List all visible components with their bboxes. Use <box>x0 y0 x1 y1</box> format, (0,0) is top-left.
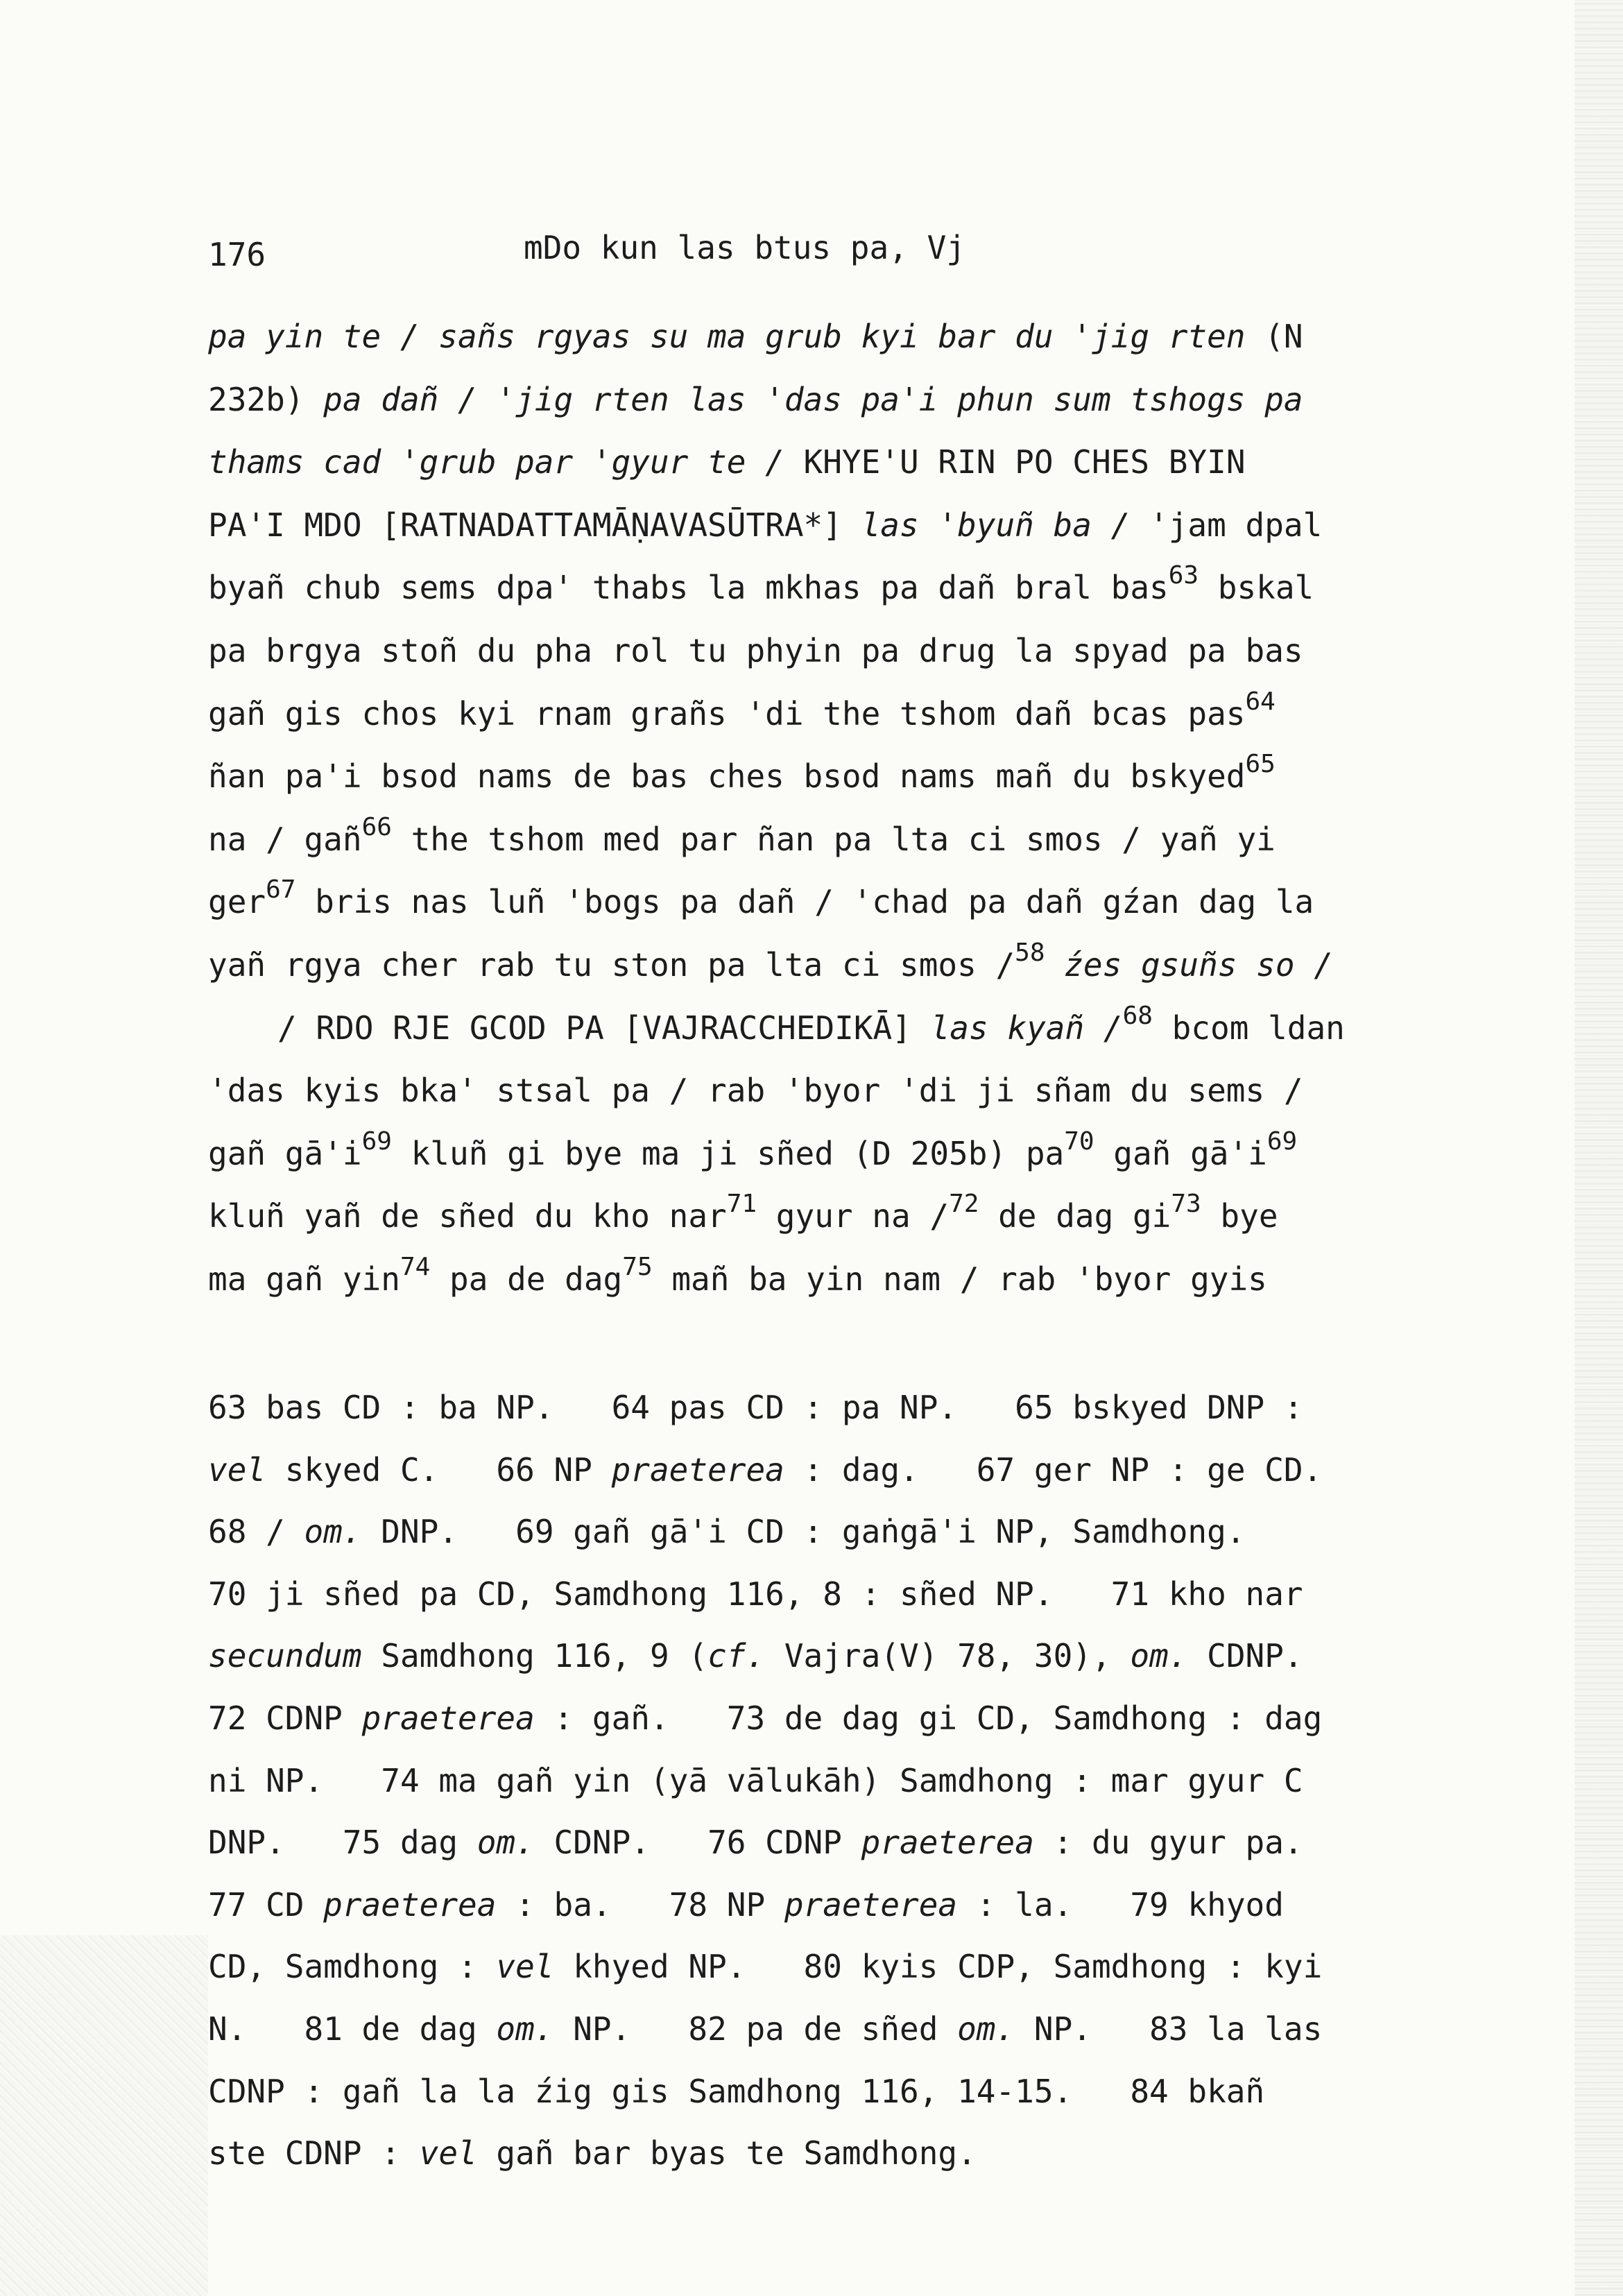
text-run: 63 bas CD : ba NP. 64 pas CD : pa NP. 65 bskyed DNP : <box>208 1389 1303 1426</box>
text-run: yañ rgya cher rab tu ston pa lta ci smos / <box>208 945 1015 984</box>
italic-text: om. <box>476 1824 535 1862</box>
italic-text: vel <box>496 1948 554 1986</box>
italic-text: źes gsuñs so / <box>1064 945 1333 984</box>
footnote-ref: 63 <box>1168 561 1199 590</box>
text-run: CDNP : gañ la la źig gis Samdhong 116, 14-15. 84 bkañ <box>208 2072 1265 2110</box>
text-run: 'das kyis bka' stsal pa / rab 'byor 'di ji sñam du sems / <box>208 1072 1303 1110</box>
text-run: ni NP. 74 ma gañ yin (yā vālukāh) Samdhong : mar gyur C <box>208 1761 1303 1799</box>
text-run: DNP. 69 gañ gā'i CD : gaṅgā'i NP, Samdhong. <box>361 1513 1246 1551</box>
footnote-ref: 71 <box>726 1190 757 1219</box>
footnotes <box>208 1377 1533 2185</box>
footnote-ref: 64 <box>1245 687 1276 716</box>
page-number: 176 <box>208 236 266 273</box>
text-run: pa de dag <box>430 1260 623 1298</box>
text-run: CDNP. <box>1187 1637 1303 1675</box>
italic-text: praeterea <box>323 1885 497 1924</box>
text-line <box>208 997 1512 1060</box>
italic-text: vel <box>208 1450 266 1489</box>
text-run: na / gañ <box>208 820 362 858</box>
footnote-line <box>208 2061 1533 2123</box>
text-run: : gañ. 73 de dag gi CD, Samdhong : dag <box>534 1699 1323 1737</box>
text-run: 'jam dpal <box>1130 506 1323 544</box>
text-line <box>208 934 1512 997</box>
text-run: NP. 82 pa de sñed <box>553 2010 958 2048</box>
text-line <box>208 431 1512 494</box>
text-run: Vajra(V) 78, 30), <box>765 1637 1131 1675</box>
footnote-line <box>208 1998 1533 2061</box>
text-run: KHYE'U RIN PO CHES BYIN <box>784 443 1246 481</box>
text-run: bskal <box>1199 569 1314 607</box>
italic-text: pa dañ / 'jig rten las 'das pa'i phun sum tshogs pa <box>323 380 1303 418</box>
text-run: NP. 83 la las <box>1015 2010 1323 2048</box>
italic-text: om. <box>957 2010 1015 2048</box>
footnote-ref: 58 <box>1015 938 1045 967</box>
text-run: bcom ldan <box>1152 1009 1345 1047</box>
footnote-ref: 69 <box>1266 1126 1298 1156</box>
text-run: pa brgya stoñ du pha rol tu phyin pa drug la spyad pa bas <box>208 631 1303 669</box>
text-run: gañ gā'i <box>208 1134 362 1172</box>
footnote-line <box>208 1563 1533 1626</box>
text-run: / RDO RJE GCOD PA [VAJRACCHEDIKĀ] <box>277 1009 931 1047</box>
text-line <box>208 1122 1512 1185</box>
text-line <box>208 683 1512 746</box>
text-run: bye <box>1201 1197 1278 1235</box>
footnote-ref: 67 <box>266 875 296 905</box>
footnote-ref: 68 <box>1122 1001 1153 1030</box>
footnote-line <box>208 1501 1533 1563</box>
footnote-line <box>208 1625 1533 1688</box>
text-run: PA'I MDO [RATNADATTAMĀṆAVASŪTRA*] <box>208 506 861 544</box>
italic-text: praeterea <box>361 1699 535 1737</box>
italic-text: praeterea <box>611 1450 784 1489</box>
text-line <box>208 871 1512 934</box>
text-run: : du gyur pa. <box>1033 1824 1303 1862</box>
footnote-line <box>208 1439 1533 1502</box>
text-run: (N <box>1245 318 1303 355</box>
text-run: khyed NP. 80 kyis CDP, Samdhong : kyi <box>553 1948 1323 1986</box>
footnote-line <box>208 1377 1533 1439</box>
text-run: 70 ji sñed pa CD, Samdhong 116, 8 : sñed NP. 71 kho nar <box>208 1575 1303 1613</box>
text-run: byañ chub sems dpa' thabs la mkhas pa dañ bral bas <box>208 569 1169 607</box>
footnote-line <box>208 1812 1533 1874</box>
footnote-line <box>208 1688 1533 1750</box>
text-run: : dag. 67 ger NP : ge CD. <box>784 1450 1323 1489</box>
text-run: 77 CD <box>208 1885 324 1924</box>
text-run: N. 81 de dag <box>208 2010 497 2048</box>
scan-edge-shadow <box>1574 0 1623 2296</box>
italic-text: om. <box>304 1513 362 1551</box>
text-line <box>208 808 1512 871</box>
text-line <box>208 1185 1512 1248</box>
text-line <box>208 305 1512 368</box>
footnote-line <box>208 2123 1533 2185</box>
footnote-line <box>208 1874 1533 1937</box>
text-run: 72 CDNP <box>208 1699 362 1737</box>
footnote-ref: 65 <box>1245 750 1276 779</box>
text-line <box>208 556 1512 619</box>
text-line <box>208 368 1512 431</box>
text-line <box>208 1248 1512 1311</box>
main-text <box>208 305 1512 1311</box>
italic-text: om. <box>496 2010 554 2048</box>
text-run: gañ gā'i <box>1094 1134 1267 1172</box>
italic-text: praeterea <box>861 1824 1034 1862</box>
text-run: skyed C. 66 NP <box>266 1450 612 1489</box>
text-run: 68 / <box>208 1513 304 1551</box>
italic-text: pa yin te / sañs rgyas su ma grub kyi bar du 'jig rten <box>208 318 1246 355</box>
footnote-line <box>208 1750 1533 1813</box>
italic-text: vel <box>419 2134 477 2173</box>
footnote-ref: 69 <box>361 1126 392 1156</box>
text-run: gyur na / <box>757 1197 950 1235</box>
italic-text: om. <box>1130 1637 1188 1675</box>
text-run: 232b) <box>208 380 324 418</box>
text-line <box>208 494 1512 557</box>
text-run: kluñ yañ de sñed du kho nar <box>208 1197 727 1235</box>
text-run: CD, Samdhong : <box>208 1948 497 1986</box>
page-header <box>208 229 1526 284</box>
italic-text: las kyañ / <box>930 1009 1123 1047</box>
italic-text: cf. <box>707 1637 766 1675</box>
text-run: gañ bar byas te Samdhong. <box>476 2134 977 2173</box>
text-run: mañ ba yin nam / rab 'byor gyis <box>652 1260 1267 1298</box>
text-run: Samdhong 116, 9 ( <box>361 1637 708 1675</box>
running-title: mDo kun las btus pa, Vj <box>524 229 965 266</box>
text-run: gañ gis chos kyi rnam grañs 'di the tshom dañ bcas pas <box>208 694 1246 733</box>
text-run: ñan pa'i bsod nams de bas ches bsod nams mañ du bskyed <box>208 757 1246 796</box>
footnote-ref: 73 <box>1171 1190 1201 1219</box>
italic-text: las 'byuñ ba / <box>861 506 1131 544</box>
footnote-ref: 66 <box>361 812 392 841</box>
footnote-ref: 72 <box>949 1190 979 1219</box>
text-run: bris nas luñ 'bogs pa dañ / 'chad pa dañ gźan dag la <box>295 883 1314 921</box>
text-run: : ba. 78 NP <box>496 1885 784 1924</box>
scan-corner-speckle <box>0 1935 208 2296</box>
italic-text: praeterea <box>784 1885 958 1924</box>
text-line <box>208 619 1512 683</box>
text-run <box>1045 946 1065 984</box>
text-run: de dag gi <box>979 1197 1171 1235</box>
text-run: CDNP. 76 CDNP <box>534 1824 861 1862</box>
text-run: : la. 79 khyod <box>957 1885 1284 1924</box>
footnote-ref: 70 <box>1064 1126 1094 1156</box>
text-run: DNP. 75 dag <box>208 1824 477 1862</box>
footnote-ref: 74 <box>400 1252 431 1281</box>
text-run: ma gañ yin <box>208 1260 400 1298</box>
text-run: ste CDNP : <box>208 2134 420 2173</box>
text-line <box>208 745 1512 808</box>
text-run: ger <box>208 883 266 921</box>
text-run: the tshom med par ñan pa lta ci smos / yañ yi <box>391 820 1276 858</box>
footnote-line <box>208 1936 1533 1998</box>
text-line <box>208 1059 1512 1122</box>
text-run: kluñ gi bye ma ji sñed (D 205b) pa <box>391 1134 1065 1172</box>
italic-text: thams cad 'grub par 'gyur te / <box>208 443 784 481</box>
italic-text: secundum <box>208 1637 362 1675</box>
footnote-ref: 75 <box>622 1252 653 1281</box>
